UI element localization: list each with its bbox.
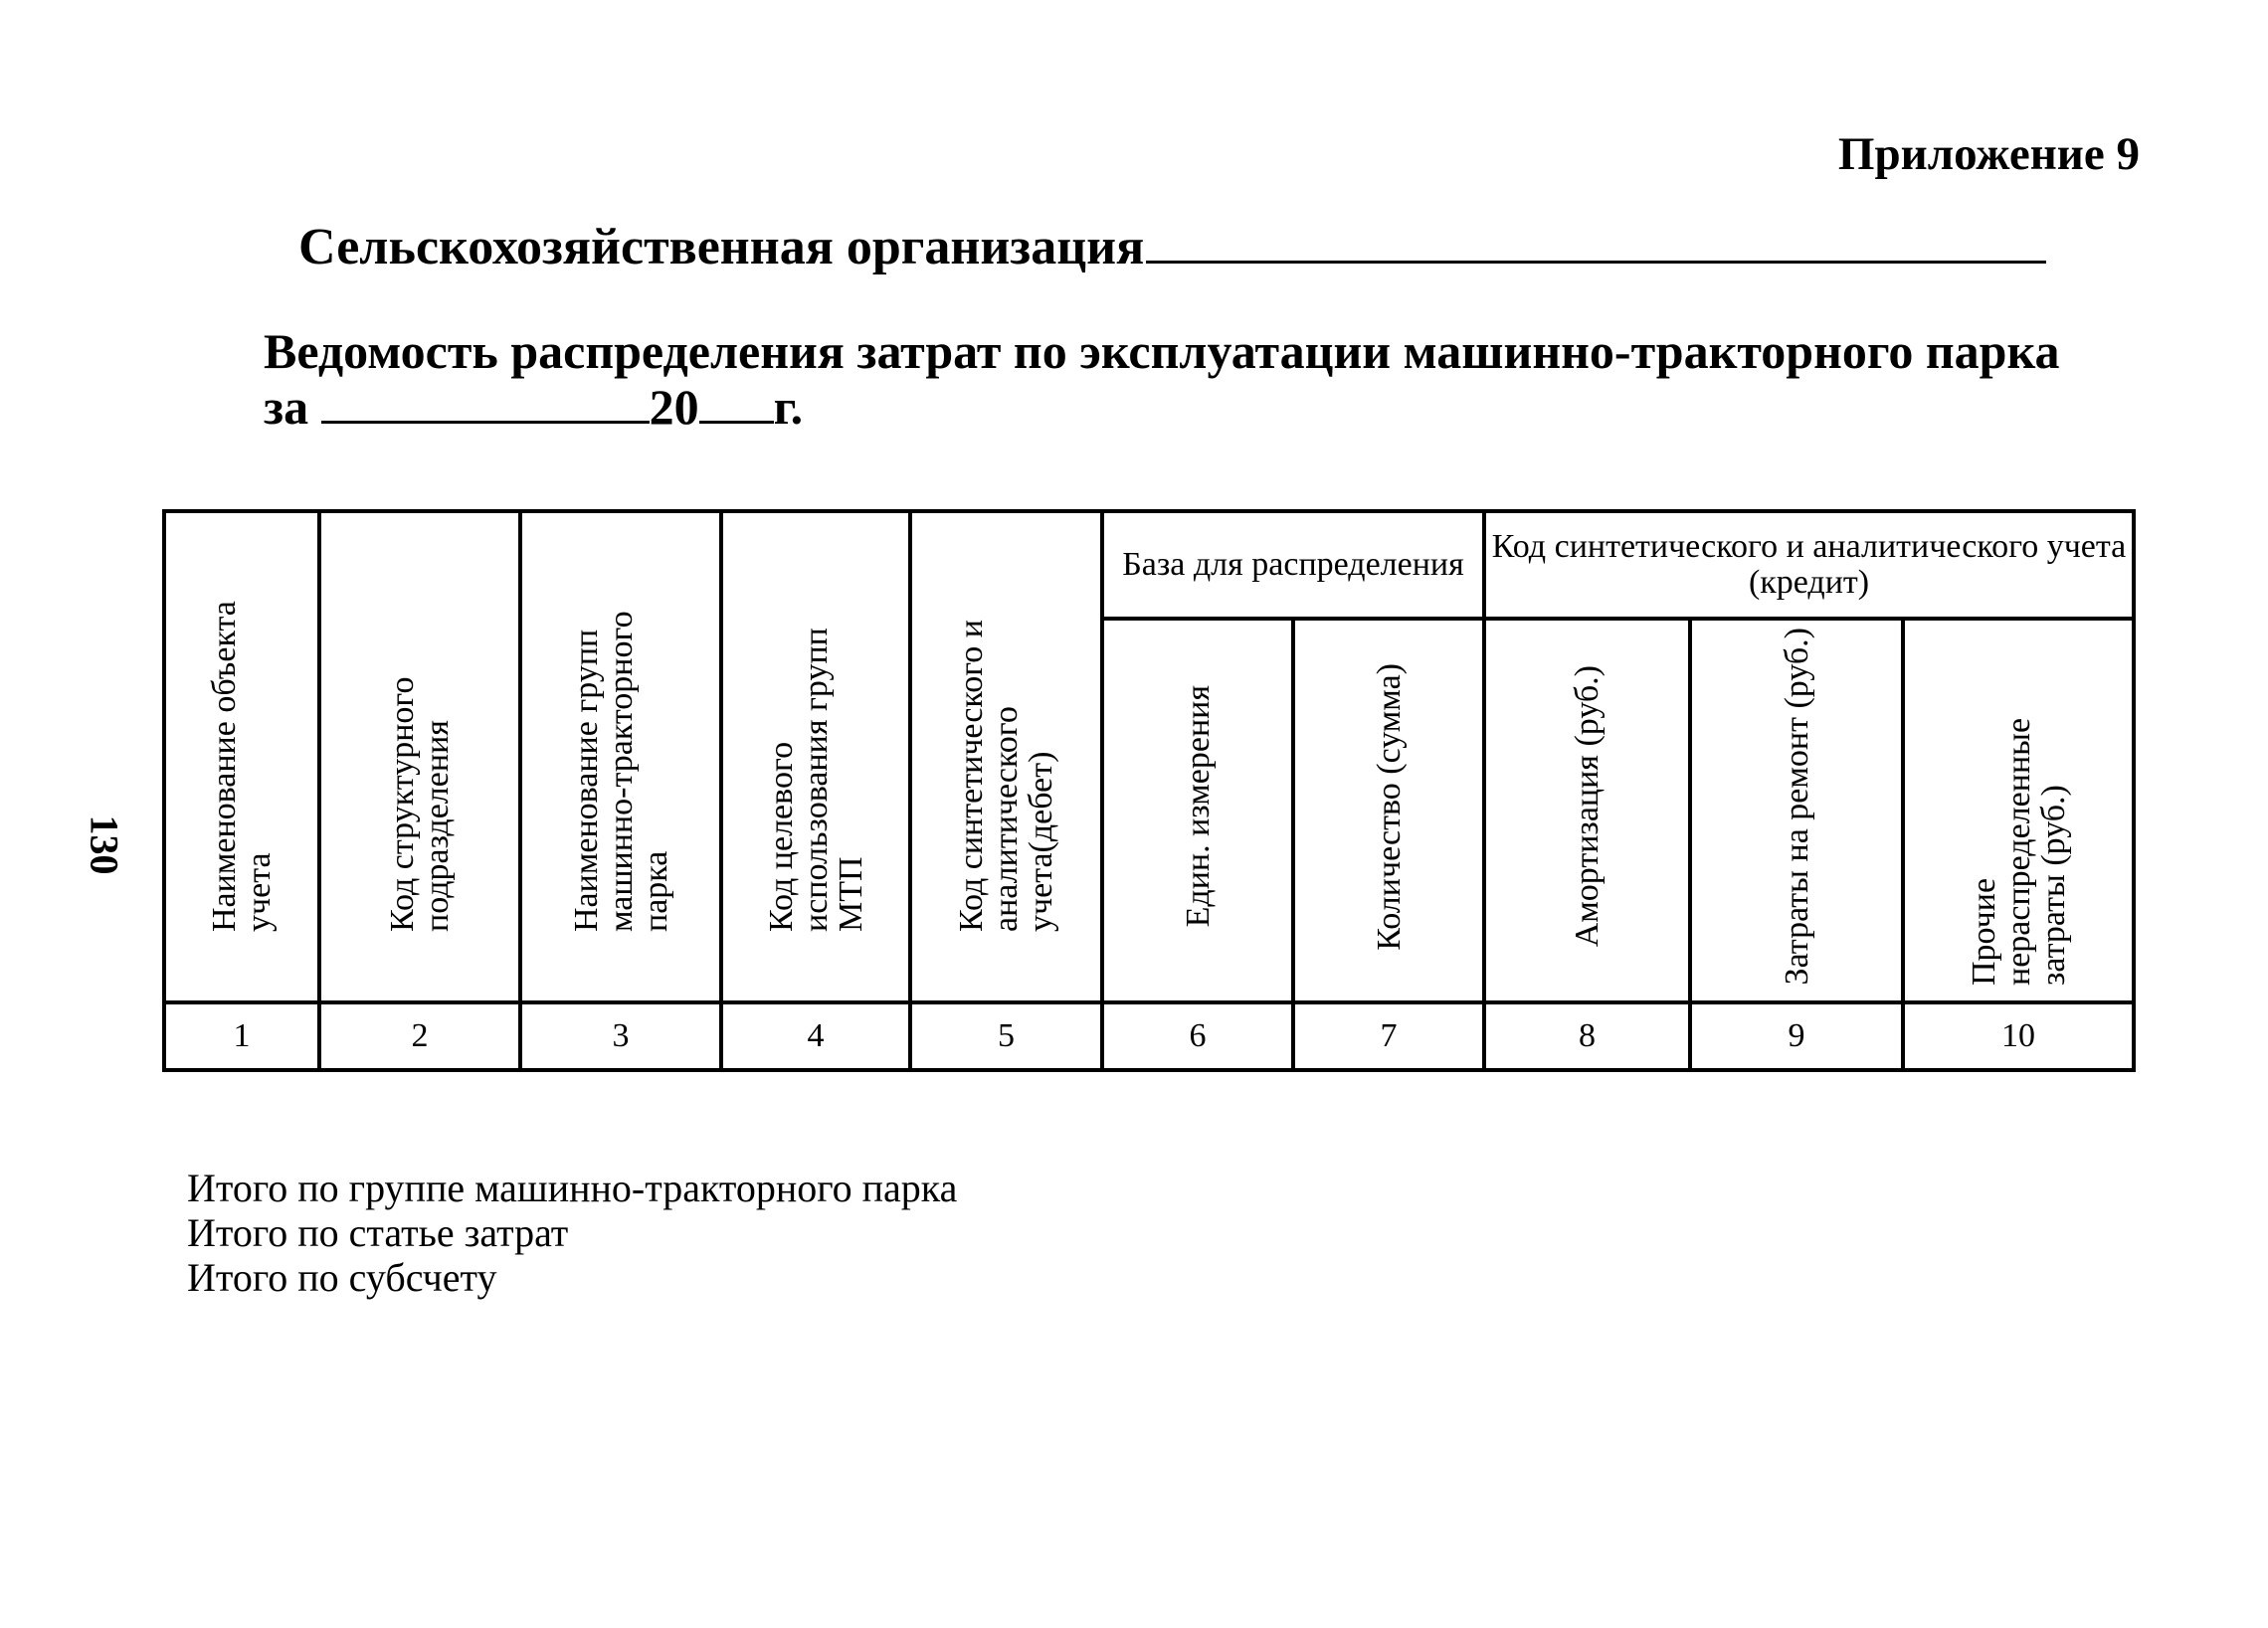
header-col-4: Код целевого использования групп МТП (721, 511, 910, 1002)
column-number: 7 (1293, 1002, 1484, 1070)
header-col-1: Наименование объекта учета (164, 511, 319, 1002)
column-number: 5 (910, 1002, 1102, 1070)
header-col-2: Код структурного подразделения (319, 511, 520, 1002)
period-blank-field[interactable] (321, 381, 650, 424)
cost-distribution-table (162, 509, 2136, 1072)
title-period-prefix: за (264, 379, 309, 435)
page-number: 130 (82, 814, 127, 875)
column-number: 8 (1484, 1002, 1690, 1070)
title-line-1: Ведомость распределения затрат по эксплуатации машинно-тракторного парка (264, 323, 2060, 379)
column-number: 9 (1690, 1002, 1903, 1070)
organization-blank-field[interactable] (1146, 217, 2046, 264)
column-number: 6 (1102, 1002, 1293, 1070)
header-group-base: База для распределения (1102, 511, 1484, 619)
header-col-8: Амортизация (руб.) (1484, 619, 1690, 1002)
title-year-suffix: г. (773, 379, 804, 435)
column-number: 2 (319, 1002, 520, 1070)
header-col-10: Прочие нераспределенные затраты (руб.) (1903, 619, 2134, 1002)
organization-line (298, 217, 2046, 276)
total-line: Итого по субсчету (187, 1255, 497, 1300)
header-group-credit: Код синтетического и аналитического учета (кредит) (1484, 511, 2134, 619)
header-col-3: Наименование групп машинно-тракторного парка (520, 511, 721, 1002)
column-number: 4 (721, 1002, 910, 1070)
header-col-7: Количество (сумма) (1293, 619, 1484, 1002)
appendix-label: Приложение 9 (1837, 128, 2140, 180)
total-line: Итого по статье затрат (187, 1210, 569, 1255)
header-col-6: Един. измерения (1102, 619, 1293, 1002)
document-title (264, 323, 2060, 435)
title-line-2 (264, 379, 2060, 435)
column-number: 3 (520, 1002, 721, 1070)
header-col-5: Код синтетического и аналитического учета(дебет) (910, 511, 1102, 1002)
column-number: 1 (164, 1002, 319, 1070)
header-col-9: Затраты на ремонт (руб.) (1690, 619, 1903, 1002)
total-line: Итого по группе машинно-тракторного парка (187, 1166, 958, 1210)
totals-list (187, 1166, 957, 1300)
title-year-prefix: 20 (649, 379, 699, 435)
year-blank-field[interactable] (699, 381, 774, 424)
organization-label: Сельскохозяйственная организация (298, 219, 1145, 275)
column-number: 10 (1903, 1002, 2134, 1070)
column-number-row (164, 1002, 2134, 1070)
